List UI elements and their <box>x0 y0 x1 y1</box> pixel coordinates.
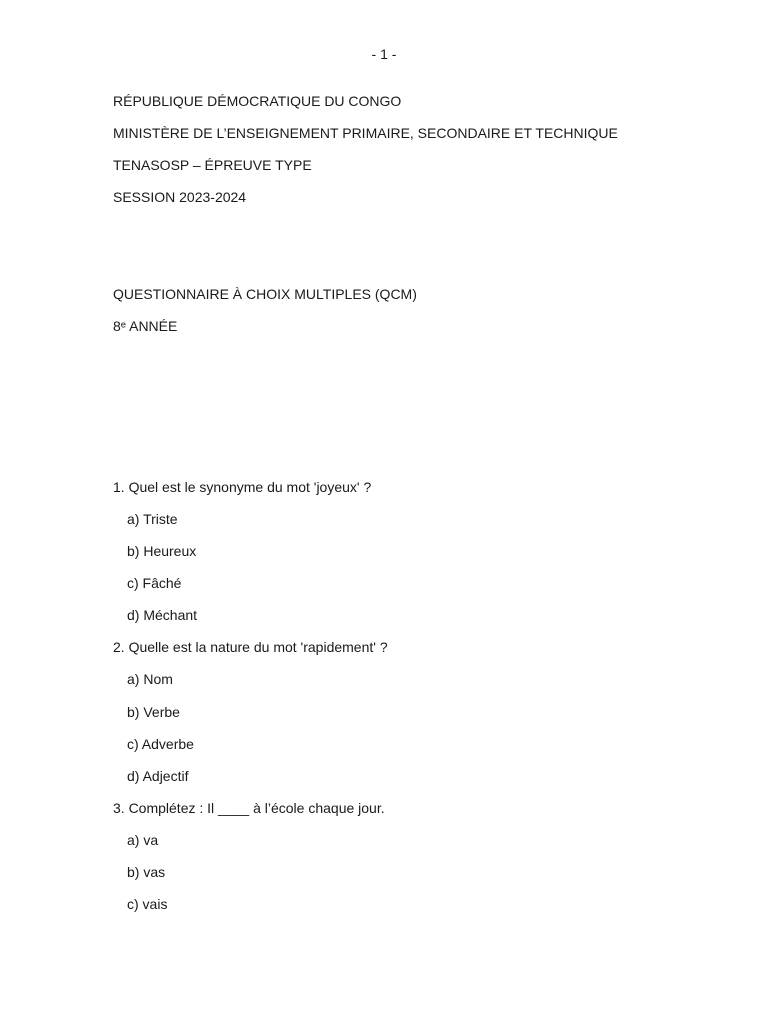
question-1-option-a: a) Triste <box>127 511 178 527</box>
question-2: 2. Quelle est la nature du mot 'rapidement' ? <box>113 639 388 655</box>
document-title: QUESTIONNAIRE À CHOIX MULTIPLES (QCM) <box>113 286 417 302</box>
question-2-option-c: c) Adverbe <box>127 736 194 752</box>
question-1-option-b: b) Heureux <box>127 543 197 559</box>
header-session: SESSION 2023-2024 <box>113 189 247 205</box>
header-exam: TENASOSP – ÉPREUVE TYPE <box>113 157 312 173</box>
header-country: RÉPUBLIQUE DÉMOCRATIQUE DU CONGO <box>113 93 402 109</box>
question-1: 1. Quel est le synonyme du mot 'joyeux' ? <box>113 479 372 495</box>
grade-level: 8ᵉ ANNÉE <box>113 318 178 334</box>
question-2-option-b: b) Verbe <box>127 704 180 720</box>
header-ministry: MINISTÈRE DE L’ENSEIGNEMENT PRIMAIRE, SECONDAIRE ET TECHNIQUE <box>113 125 618 141</box>
question-3-option-b: b) vas <box>127 864 166 880</box>
question-3-option-c: c) vais <box>127 896 168 912</box>
question-1-option-c: c) Fâché <box>127 575 182 591</box>
question-2-option-a: a) Nom <box>127 671 173 687</box>
question-2-option-d: d) Adjectif <box>127 768 189 784</box>
question-1-option-d: d) Méchant <box>127 607 198 623</box>
page-number: - 1 - <box>371 46 397 62</box>
question-3: 3. Complétez : Il ____ à l’école chaque jour. <box>113 800 385 816</box>
question-3-option-a: a) va <box>127 832 159 848</box>
